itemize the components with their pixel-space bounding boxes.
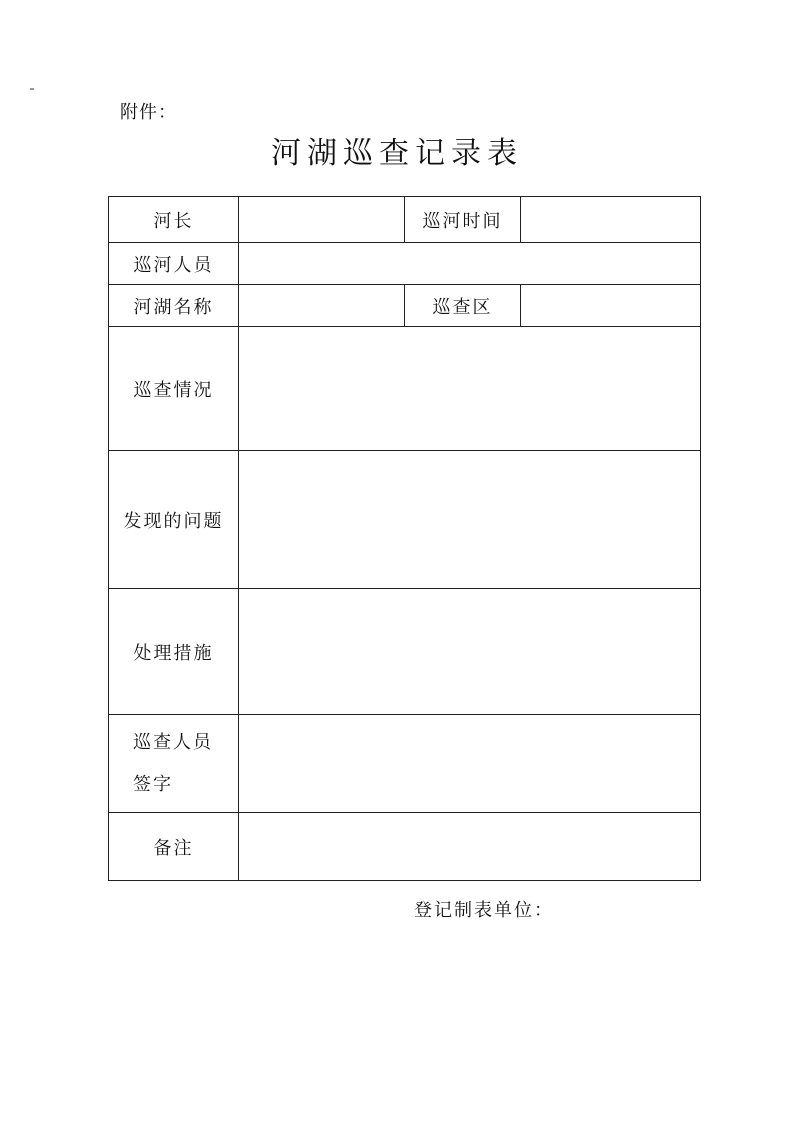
table-row <box>109 327 701 451</box>
measures-taken-label: 处理措施 <box>109 589 239 715</box>
signature-label-line1: 巡查人员 <box>133 731 213 753</box>
problems-found-label: 发现的问题 <box>109 451 239 589</box>
remarks-field[interactable] <box>239 813 701 881</box>
table-row <box>109 813 701 881</box>
patrol-time-label: 巡河时间 <box>405 197 521 243</box>
river-lake-name-label: 河湖名称 <box>109 285 239 327</box>
river-chief-field[interactable] <box>239 197 405 243</box>
signature-label-line2: 签字 <box>133 773 173 795</box>
river-chief-label: 河长 <box>109 197 239 243</box>
table-row <box>109 715 701 813</box>
table-row <box>109 285 701 327</box>
patrol-personnel-label: 巡河人员 <box>109 243 239 285</box>
patrol-area-field[interactable] <box>521 285 701 327</box>
problems-found-field[interactable] <box>239 451 701 589</box>
signature-field[interactable] <box>239 715 701 813</box>
patrol-personnel-field[interactable] <box>239 243 701 285</box>
table-row <box>109 197 701 243</box>
page-title: 河湖巡查记录表 <box>271 136 523 171</box>
remarks-label: 备注 <box>109 813 239 881</box>
river-lake-name-field[interactable] <box>239 285 405 327</box>
measures-taken-field[interactable] <box>239 589 701 715</box>
patrol-time-field[interactable] <box>521 197 701 243</box>
table-row <box>109 243 701 285</box>
patrol-situation-label: 巡查情况 <box>109 327 239 451</box>
signature-label <box>109 715 239 813</box>
attachment-label: 附件： <box>120 102 177 123</box>
table-row <box>109 589 701 715</box>
table-row <box>109 451 701 589</box>
patrol-situation-field[interactable] <box>239 327 701 451</box>
patrol-record-table <box>108 196 701 881</box>
patrol-area-label: 巡查区 <box>405 285 521 327</box>
scan-mark <box>30 88 34 90</box>
registration-unit-label: 登记制表单位： <box>414 900 554 921</box>
